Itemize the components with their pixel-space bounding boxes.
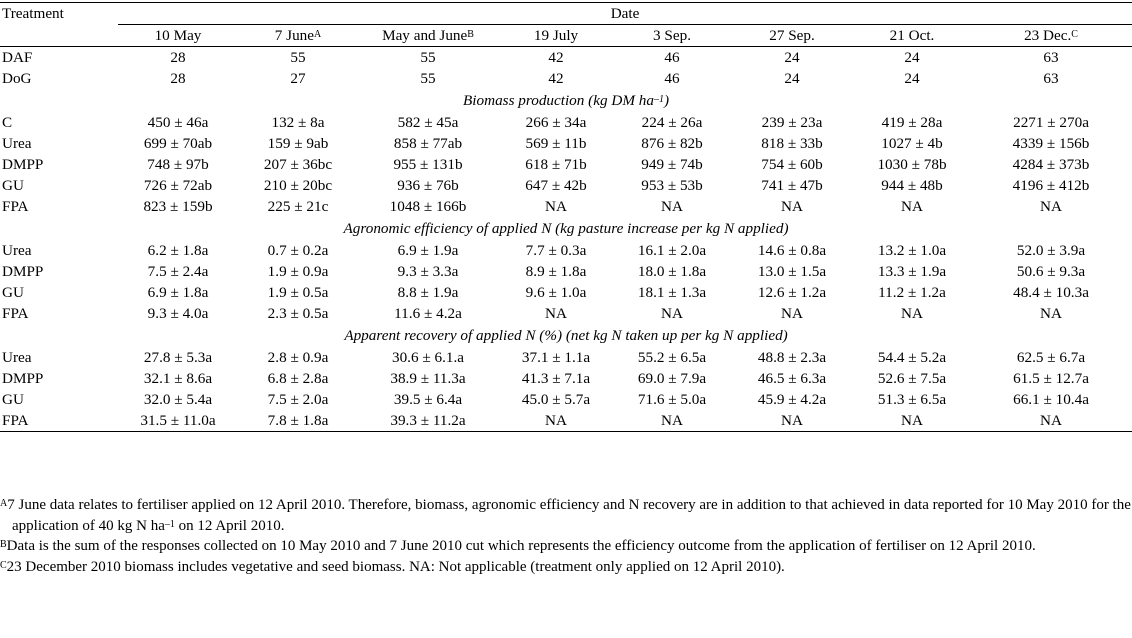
date-column-header xyxy=(730,25,854,47)
treatment-label: GU xyxy=(2,284,24,301)
data-cell: 24 xyxy=(904,49,920,66)
data-cell: 754 ± 60b xyxy=(761,156,823,173)
data-cell: 207 ± 36bc xyxy=(263,156,333,173)
data-cell: 50.6 ± 9.3a xyxy=(1016,263,1086,280)
data-cell: 55 xyxy=(420,70,436,87)
footnote-marker: C xyxy=(1071,29,1078,40)
data-cell: 61.5 ± 12.7a xyxy=(1013,370,1089,387)
data-cell: 13.0 ± 1.5a xyxy=(757,263,827,280)
results-table xyxy=(0,2,1132,432)
date-column-header xyxy=(358,25,498,47)
data-cell: 9.6 ± 1.0a xyxy=(525,284,587,301)
treatment-label: FPA xyxy=(2,198,29,215)
data-cell: NA xyxy=(545,198,567,215)
date-column-header xyxy=(118,25,238,47)
footnote-text: Data is the sum of the responses collected on 10 May 2010 and 7 June 2010 cut which represents the efficiency outcome from the application of fertiliser on 12 April 2010. xyxy=(6,538,1036,554)
data-cell: 6.9 ± 1.9a xyxy=(397,242,459,259)
data-cell: 726 ± 72ab xyxy=(143,177,213,194)
treatment-label: DAF xyxy=(2,49,33,66)
data-cell: NA xyxy=(661,198,683,215)
table-header xyxy=(0,3,1132,47)
data-cell: 63 xyxy=(1043,49,1059,66)
date-column-label: 21 Oct. xyxy=(889,27,935,44)
data-cell: 1.9 ± 0.9a xyxy=(267,263,329,280)
data-cell: 6.9 ± 1.8a xyxy=(147,284,209,301)
data-cell: 42 xyxy=(548,70,564,87)
data-cell: 45.0 ± 5.7a xyxy=(521,391,591,408)
data-cell: 54.4 ± 5.2a xyxy=(877,349,947,366)
data-cell: 16.1 ± 2.0a xyxy=(637,242,707,259)
data-cell: 41.3 ± 7.1a xyxy=(521,370,591,387)
data-cell: 38.9 ± 11.3a xyxy=(390,370,466,387)
footnote xyxy=(0,495,1132,536)
date-column-label: May and June xyxy=(382,27,468,44)
data-cell: 1.9 ± 0.5a xyxy=(267,284,329,301)
data-cell: 28 xyxy=(170,49,186,66)
data-cell: NA xyxy=(1040,305,1062,322)
data-cell: 8.9 ± 1.8a xyxy=(525,263,587,280)
section-title-text: Biomass production (kg DM ha xyxy=(463,92,654,109)
treatment-label: FPA xyxy=(2,412,29,429)
data-cell: 42 xyxy=(548,49,564,66)
data-cell: 48.4 ± 10.3a xyxy=(1013,284,1089,301)
data-cell: 944 ± 48b xyxy=(881,177,943,194)
data-cell: 225 ± 21c xyxy=(267,198,329,215)
date-column-header xyxy=(970,25,1132,47)
data-cell: 1027 ± 4b xyxy=(881,135,943,152)
data-cell: 7.5 ± 2.4a xyxy=(147,263,209,280)
data-cell: 1030 ± 78b xyxy=(877,156,947,173)
data-cell: 159 ± 9ab xyxy=(267,135,329,152)
data-cell: 949 ± 74b xyxy=(641,156,703,173)
data-cell: 955 ± 131b xyxy=(393,156,463,173)
data-cell: 9.3 ± 4.0a xyxy=(147,305,209,322)
data-cell: 46 xyxy=(664,49,680,66)
data-cell: 46 xyxy=(664,70,680,87)
date-header: Date xyxy=(118,3,1132,25)
data-cell: 11.6 ± 4.2a xyxy=(394,305,462,322)
treatment-label: Urea xyxy=(2,242,32,259)
data-cell: 2.8 ± 0.9a xyxy=(267,349,329,366)
unit-exponent: –1 xyxy=(653,94,664,105)
table-row xyxy=(0,303,1132,324)
data-cell: 45.9 ± 4.2a xyxy=(757,391,827,408)
data-cell: 55.2 ± 6.5a xyxy=(637,349,707,366)
table-row xyxy=(0,389,1132,410)
table-row xyxy=(0,240,1132,261)
data-cell: 936 ± 76b xyxy=(397,177,459,194)
data-cell: 52.6 ± 7.5a xyxy=(877,370,947,387)
data-cell: 618 ± 71b xyxy=(525,156,587,173)
data-cell: 37.1 ± 1.1a xyxy=(521,349,591,366)
data-cell: 18.0 ± 1.8a xyxy=(637,263,707,280)
data-cell: 14.6 ± 0.8a xyxy=(757,242,827,259)
footnote xyxy=(0,557,1132,578)
data-cell: 818 ± 33b xyxy=(761,135,823,152)
date-column-label: 27 Sep. xyxy=(769,27,815,44)
data-cell: 419 ± 28a xyxy=(881,114,943,131)
table-row xyxy=(0,68,1132,89)
table-row xyxy=(0,175,1132,196)
footnote-marker: C xyxy=(0,559,7,571)
section-title-row xyxy=(0,324,1132,347)
data-cell: 18.1 ± 1.3a xyxy=(637,284,707,301)
empty-header-cell xyxy=(0,25,118,47)
data-cell: 4339 ± 156b xyxy=(1012,135,1090,152)
data-cell: 24 xyxy=(784,49,800,66)
section-title xyxy=(0,324,1132,347)
treatment-label: DMPP xyxy=(2,370,44,387)
table-row xyxy=(0,410,1132,432)
data-cell: 647 ± 42b xyxy=(525,177,587,194)
data-cell: 4284 ± 373b xyxy=(1012,156,1090,173)
table-row xyxy=(0,154,1132,175)
footnote-marker: A xyxy=(314,29,322,40)
data-cell: NA xyxy=(901,305,923,322)
table-row xyxy=(0,347,1132,368)
table-row xyxy=(0,261,1132,282)
treatment-label: DMPP xyxy=(2,156,44,173)
data-cell: 6.8 ± 2.8a xyxy=(267,370,329,387)
data-cell: 24 xyxy=(904,70,920,87)
data-cell: 51.3 ± 6.5a xyxy=(877,391,947,408)
data-cell: 62.5 ± 6.7a xyxy=(1016,349,1086,366)
data-cell: 32.0 ± 5.4a xyxy=(143,391,213,408)
data-cell: 1048 ± 166b xyxy=(389,198,467,215)
data-cell: 52.0 ± 3.9a xyxy=(1016,242,1086,259)
data-cell: 55 xyxy=(420,49,436,66)
treatment-label: C xyxy=(2,114,13,131)
date-column-header xyxy=(614,25,730,47)
data-cell: 71.6 ± 5.0a xyxy=(637,391,707,408)
data-cell: 28 xyxy=(170,70,186,87)
treatment-label: Urea xyxy=(2,135,32,152)
date-column-label: 10 May xyxy=(154,27,202,44)
data-cell: 39.3 ± 11.2a xyxy=(390,412,466,429)
section-title-text: Agronomic efficiency of applied N (kg pasture increase per kg N applied) xyxy=(343,220,789,237)
data-cell: 8.8 ± 1.9a xyxy=(397,284,459,301)
data-cell: 4196 ± 412b xyxy=(1012,177,1090,194)
data-cell: 569 ± 11b xyxy=(525,135,587,152)
date-column-label: 3 Sep. xyxy=(653,27,691,44)
data-cell: 24 xyxy=(784,70,800,87)
data-cell: 9.3 ± 3.3a xyxy=(397,263,459,280)
date-columns-row xyxy=(0,25,1132,47)
table-row xyxy=(0,368,1132,389)
table-row xyxy=(0,196,1132,217)
date-column-label: 23 Dec. xyxy=(1024,27,1072,44)
treatment-label: GU xyxy=(2,391,24,408)
data-cell: NA xyxy=(1040,412,1062,429)
data-cell: 132 ± 8a xyxy=(271,114,325,131)
footnote-marker: A xyxy=(0,498,8,509)
data-cell: 876 ± 82b xyxy=(641,135,703,152)
data-cell: 13.3 ± 1.9a xyxy=(877,263,947,280)
data-cell: 2.3 ± 0.5a xyxy=(267,305,329,322)
section-title-row xyxy=(0,89,1132,112)
data-cell: 748 ± 97b xyxy=(147,156,209,173)
treatment-label: FPA xyxy=(2,305,29,322)
data-cell: 11.2 ± 1.2a xyxy=(878,284,946,301)
table-row xyxy=(0,282,1132,303)
data-cell: 6.2 ± 1.8a xyxy=(147,242,209,259)
data-cell: NA xyxy=(901,198,923,215)
data-cell: 48.8 ± 2.3a xyxy=(757,349,827,366)
data-cell: NA xyxy=(1040,198,1062,215)
data-cell: 858 ± 77ab xyxy=(393,135,463,152)
footnote xyxy=(0,536,1132,557)
data-cell: 13.2 ± 1.0a xyxy=(877,242,947,259)
section-title xyxy=(0,89,1132,112)
footnote-marker: B xyxy=(467,29,474,40)
table-row xyxy=(0,47,1132,69)
data-cell: NA xyxy=(545,412,567,429)
date-column-label: 19 July xyxy=(533,27,579,44)
treatment-header: Treatment xyxy=(2,5,64,22)
data-cell: 266 ± 34a xyxy=(525,114,587,131)
data-cell: 450 ± 46a xyxy=(147,114,209,131)
data-cell: 7.5 ± 2.0a xyxy=(267,391,329,408)
data-cell: 31.5 ± 11.0a xyxy=(140,412,216,429)
treatment-label: GU xyxy=(2,177,24,194)
table-row xyxy=(0,133,1132,154)
date-column-label: 7 June xyxy=(274,27,314,44)
data-cell: 39.5 ± 6.4a xyxy=(393,391,463,408)
data-cell: 823 ± 159b xyxy=(143,198,213,215)
table-body xyxy=(0,47,1132,432)
data-cell: 12.6 ± 1.2a xyxy=(757,284,827,301)
data-cell: 46.5 ± 6.3a xyxy=(757,370,827,387)
footnote-marker: B xyxy=(0,539,7,550)
treatment-label: DoG xyxy=(2,70,32,87)
unit-exponent: –1 xyxy=(164,518,175,530)
data-cell: 30.6 ± 6.1.a xyxy=(391,349,465,366)
table-row xyxy=(0,112,1132,133)
footnote-text: 23 December 2010 biomass includes vegetative and seed biomass. NA: Not applicable (treatment only applied on 12 April 2010). xyxy=(6,558,785,575)
data-cell: 69.0 ± 7.9a xyxy=(637,370,707,387)
date-column-header xyxy=(854,25,970,47)
section-title xyxy=(0,217,1132,240)
footnotes xyxy=(0,495,1132,577)
data-cell: 953 ± 53b xyxy=(641,177,703,194)
data-cell: 224 ± 26a xyxy=(641,114,703,131)
data-cell: NA xyxy=(781,305,803,322)
data-cell: 27.8 ± 5.3a xyxy=(143,349,213,366)
section-title-text: Apparent recovery of applied N (%) (net kg N taken up per kg N applied) xyxy=(344,327,788,344)
data-cell: 55 xyxy=(290,49,306,66)
date-column-header xyxy=(238,25,358,47)
treatment-label: Urea xyxy=(2,349,32,366)
data-cell: NA xyxy=(545,305,567,322)
section-title-end: ) xyxy=(663,92,670,109)
data-cell: 741 ± 47b xyxy=(761,177,823,194)
treatment-label: DMPP xyxy=(2,263,44,280)
data-cell: NA xyxy=(901,412,923,429)
data-cell: 7.8 ± 1.8a xyxy=(267,412,329,429)
footnote-text: 7 June data relates to fertiliser applied on 12 April 2010. Therefore, biomass, agronomic efficiency and N recovery are in addition to that achieved in data reported for 10 May 2010 for the application of 40 kg N ha xyxy=(7,497,1131,534)
data-cell: 32.1 ± 8.6a xyxy=(143,370,213,387)
data-cell: NA xyxy=(781,412,803,429)
date-column-header xyxy=(498,25,614,47)
data-cell: 210 ± 20bc xyxy=(263,177,333,194)
data-cell: 0.7 ± 0.2a xyxy=(267,242,329,259)
data-cell: 699 ± 70ab xyxy=(143,135,213,152)
data-cell: 27 xyxy=(290,70,306,87)
data-cell: NA xyxy=(661,412,683,429)
footnote-text-end: on 12 April 2010. xyxy=(174,517,285,534)
data-cell: 63 xyxy=(1043,70,1059,87)
data-cell: NA xyxy=(661,305,683,322)
data-cell: 7.7 ± 0.3a xyxy=(525,242,587,259)
data-cell: 239 ± 23a xyxy=(761,114,823,131)
data-cell: 582 ± 45a xyxy=(397,114,459,131)
data-cell: NA xyxy=(781,198,803,215)
section-title-row xyxy=(0,217,1132,240)
data-cell: 66.1 ± 10.4a xyxy=(1013,391,1089,408)
data-cell: 2271 ± 270a xyxy=(1013,114,1089,131)
